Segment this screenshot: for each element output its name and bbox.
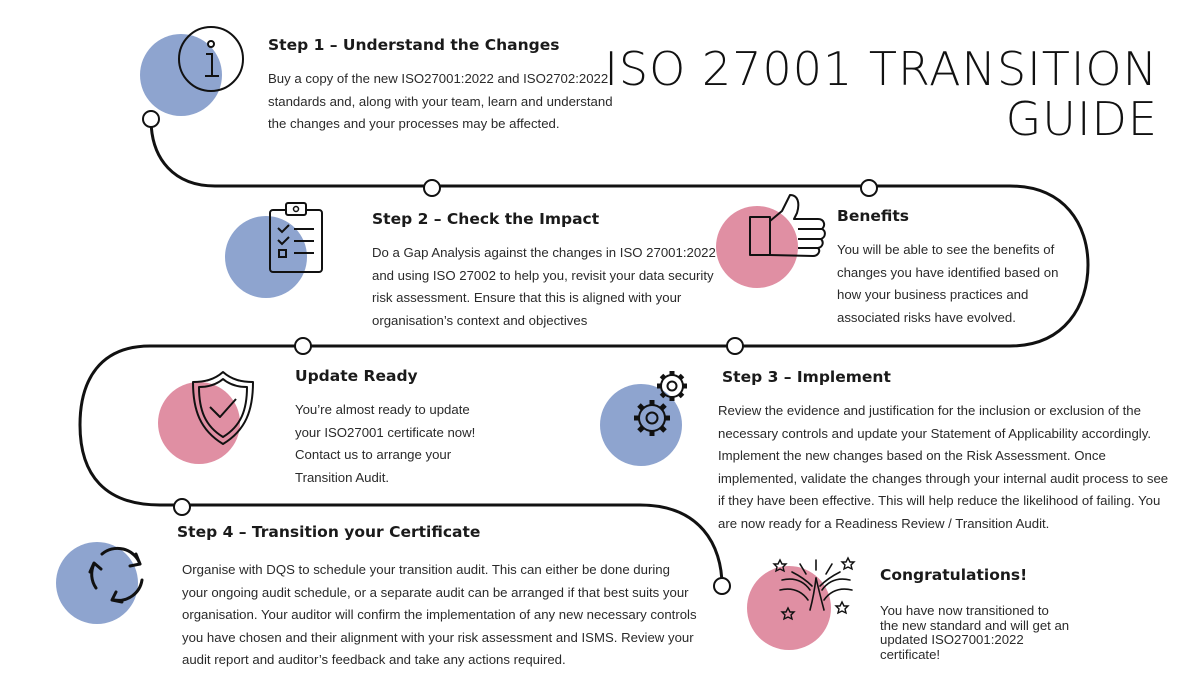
title-line-2: GUIDE	[1005, 92, 1158, 146]
step-3-block	[718, 368, 1178, 536]
benefits-heading: Benefits	[837, 207, 909, 225]
step-3-body: Review the evidence and justification for the inclusion or exclusion of the necessary controls and update your Statement of Applicability accordingly. Implement the new changes based on the Risk Assessment. Once implemented, validate the changes through your internal audit process to see if they have been effective. This will help reduce the likelihood of failing. You are now ready for a Readiness Review / Transition Audit.	[718, 403, 1169, 531]
clipboard-checklist-icon	[264, 200, 328, 276]
shield-check-icon	[190, 370, 256, 446]
step-1-body: Buy a copy of the new ISO27001:2022 and ISO2702:2022 standards and, along with your team, learn and understand the changes and your processes may be affected.	[268, 71, 613, 132]
step-2-block	[372, 210, 717, 332]
benefits-body: You will be able to see the benefits of changes you have identified based on how your business practices and associated risks have evolved.	[837, 242, 1059, 325]
waypoint-marker	[174, 499, 190, 515]
page-title	[604, 44, 1158, 144]
info-icon	[176, 24, 246, 94]
title-line-1: ISO 27001 TRANSITION	[604, 42, 1158, 96]
waypoint-marker	[714, 578, 730, 594]
step-2-heading: Step 2 – Check the Impact	[372, 210, 600, 228]
congrats-body: You have now transitioned to the new standard and will get an updated ISO27001:2022 certificate!	[880, 603, 1070, 662]
congrats-heading: Congratulations!	[880, 566, 1028, 584]
step-3-heading: Step 3 – Implement	[722, 368, 891, 386]
thumbs-up-icon	[746, 193, 828, 263]
benefits-block	[837, 207, 1077, 329]
gears-icon	[630, 366, 696, 446]
waypoint-marker	[143, 111, 159, 127]
update-ready-heading: Update Ready	[295, 367, 418, 385]
waypoint-marker	[727, 338, 743, 354]
step-4-body: Organise with DQS to schedule your transition audit. This can either be done during your ongoing audit schedule, or a separate audit can be arranged if that best suits your organisation. Your auditor will confirm the implementation of any new necessary controls you have chosen and their alignment with your risk assessment and ISMS. Review your audit report and auditor’s feedback and take any actions required.	[182, 562, 697, 668]
step-1-heading: Step 1 – Understand the Changes	[268, 36, 560, 54]
step-4-heading: Step 4 – Transition your Certificate	[177, 523, 481, 541]
waypoint-marker	[424, 180, 440, 196]
congrats-block	[880, 566, 1070, 662]
refresh-cycle-icon	[86, 542, 150, 606]
waypoint-marker	[295, 338, 311, 354]
update-ready-block	[295, 367, 495, 489]
update-ready-body: You’re almost ready to update your ISO27001 certificate now! Contact us to arrange your Transition Audit.	[295, 402, 476, 485]
step-2-body: Do a Gap Analysis against the changes in ISO 27001:2022 and using ISO 27002 to help you, revisit your data security risk assessment. Ensure that this is aligned with your organisation’s context and objectives	[372, 245, 716, 328]
step-4-block	[177, 523, 697, 672]
fireworks-icon	[770, 550, 862, 622]
step-1-block	[268, 36, 618, 136]
waypoint-marker	[861, 180, 877, 196]
